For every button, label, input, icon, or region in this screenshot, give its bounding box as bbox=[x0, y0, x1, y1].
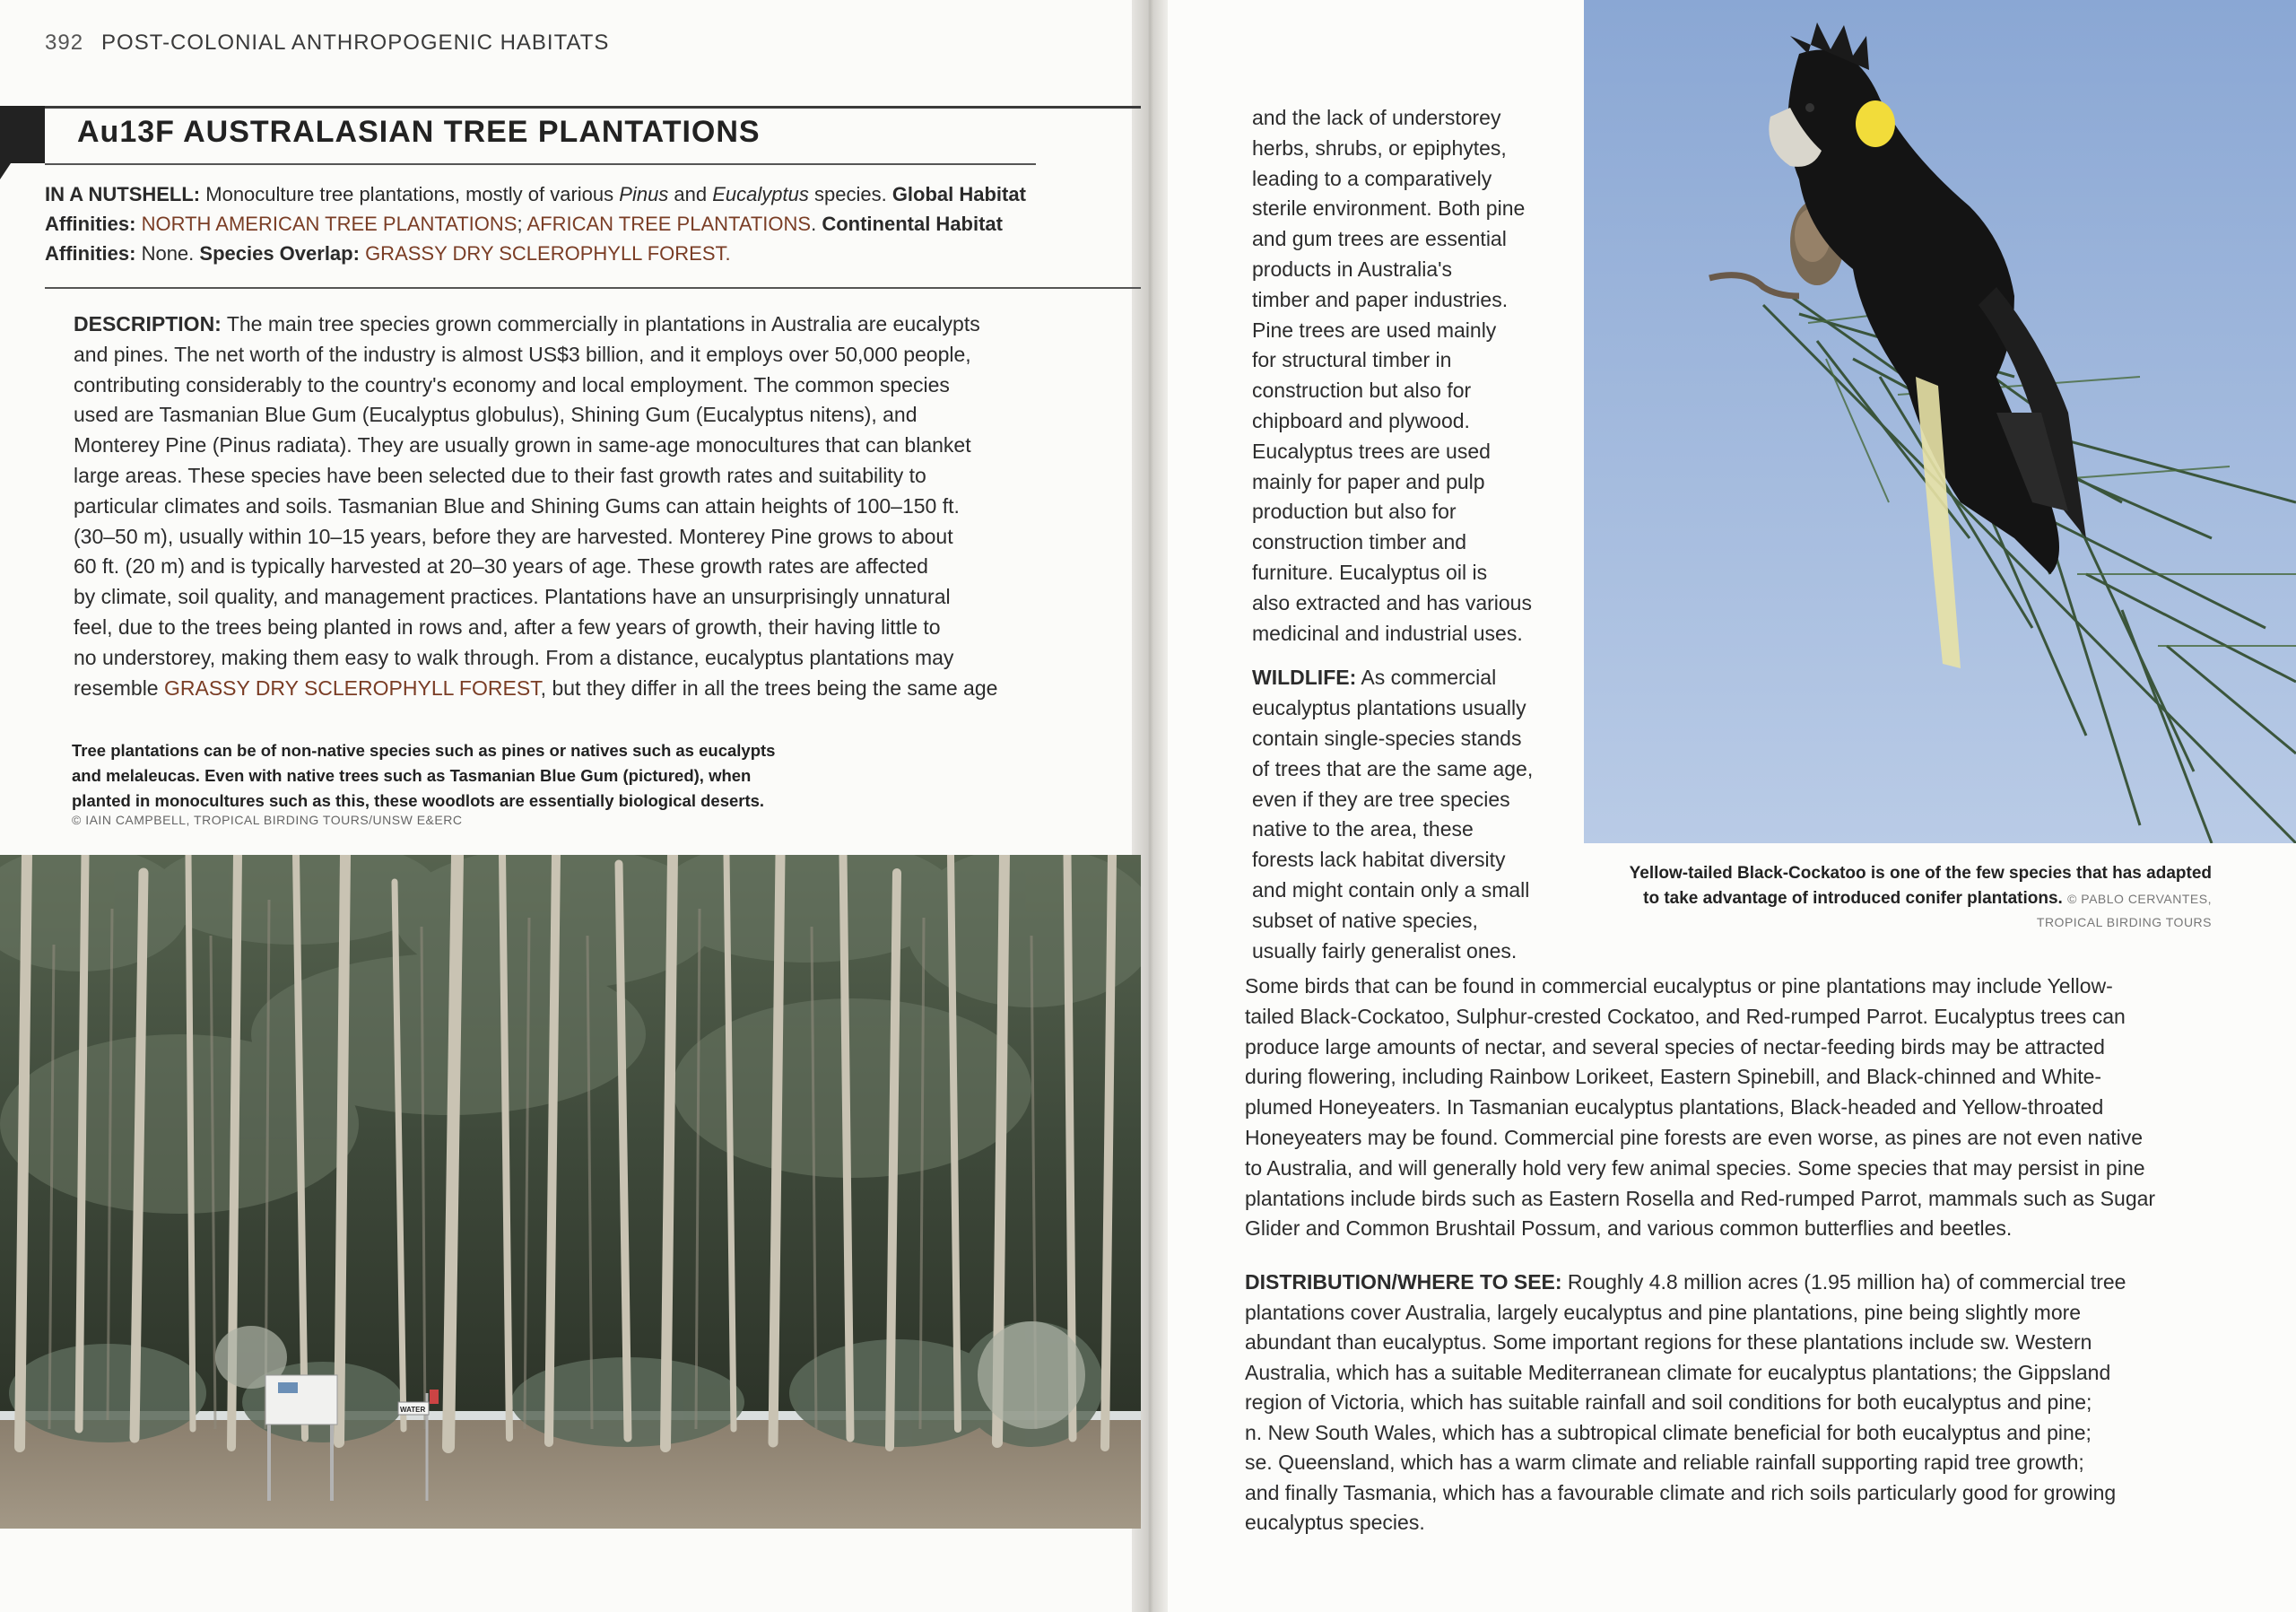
wildlife-line: subset of native species, bbox=[1252, 908, 1478, 932]
description-label: DESCRIPTION: bbox=[74, 312, 222, 335]
wildlife-line: tailed Black-Cockatoo, Sulphur-crested Cockatoo, and Red-rumped Parrot. Eucalyptus trees can bbox=[1245, 1004, 2126, 1028]
body-line: mainly for paper and pulp bbox=[1252, 469, 1485, 493]
distribution-line: eucalyptus species. bbox=[1245, 1511, 1425, 1534]
wildlife-label: WILDLIFE: bbox=[1252, 666, 1357, 690]
continental-affinities-label: Continental Habitat Affinities: bbox=[45, 213, 1003, 265]
body-line: also extracted and has various bbox=[1252, 590, 1532, 614]
description-line: used are Tasmanian Blue Gum (Eucalyptus globulus), Shining Gum (Eucalyptus nitens), and bbox=[74, 403, 918, 427]
wildlife-line: even if they are tree species bbox=[1252, 787, 1510, 811]
body-line: medicinal and industrial uses. bbox=[1252, 621, 1523, 645]
title-underline bbox=[45, 163, 1036, 165]
separator-period: . bbox=[811, 213, 822, 235]
description-line: by climate, soil quality, and management practices. Plantations have an unsurprisingly unnatural bbox=[74, 585, 951, 609]
body-line: herbs, shrubs, or epiphytes, bbox=[1252, 135, 1507, 160]
description-line: 60 ft. (20 m) and is typically harvested at 20–30 years of age. These growth rates are affected bbox=[74, 554, 928, 579]
section-title: Au13F AUSTRALASIAN TREE PLANTATIONS bbox=[77, 115, 761, 149]
wildlife-line: to Australia, and will generally hold very few animal species. Some species that may persist in pine bbox=[1245, 1155, 2145, 1180]
wildlife-line: forests lack habitat diversity bbox=[1252, 848, 1506, 872]
xref-north-american-plantations[interactable]: NORTH AMERICAN TREE PLANTATIONS bbox=[141, 213, 517, 235]
description-line: particular climates and soils. Tasmanian Blue and Shining Gums can attain heights of 100–150 ft. bbox=[74, 493, 960, 518]
distribution-line: se. Queensland, which has a warm climate and reliable rainfall supporting rapid tree growth; bbox=[1245, 1451, 2084, 1474]
body-line: Eucalyptus trees are used bbox=[1252, 439, 1491, 463]
forest-photo-credit: © IAIN CAMPBELL, TROPICAL BIRDING TOURS/UNSW E&ERC bbox=[72, 813, 463, 827]
body-line: construction but also for bbox=[1252, 379, 1472, 403]
wildlife-line: Some birds that can be found in commercial eucalyptus or pine plantations may include Yellow- bbox=[1245, 974, 2113, 998]
nutshell-and: and bbox=[668, 183, 713, 205]
description-line: Monterey Pine (Pinus radiata). They are usually grown in same-age monocultures that can blanket bbox=[74, 433, 971, 457]
continental-affinities-value: None. bbox=[135, 242, 200, 265]
description-line-text: , but they differ in all the trees being the same age bbox=[540, 675, 998, 700]
description-text bbox=[74, 309, 1038, 703]
distribution-line: plantations cover Australia, largely eucalyptus and pine plantations, pine being slightly more bbox=[1245, 1300, 2082, 1324]
caption-line: Tree plantations can be of non-native species such as pines or natives such as eucalypts bbox=[72, 741, 776, 760]
distribution-label: DISTRIBUTION/WHERE TO SEE: bbox=[1245, 1270, 1562, 1294]
description-line bbox=[74, 309, 1038, 340]
body-line: Pine trees are used mainly bbox=[1252, 318, 1497, 342]
species-overlap-label: Species Overlap: bbox=[199, 242, 360, 265]
wildlife-line: and might contain only a small bbox=[1252, 877, 1530, 902]
wildlife-line: of trees that are the same age, bbox=[1252, 756, 1534, 780]
separator: ; bbox=[517, 213, 527, 235]
body-line: chipboard and plywood. bbox=[1252, 408, 1470, 432]
description-line-text: The main tree species grown commercially in plantations in Australia are eucalypts bbox=[221, 312, 980, 335]
nutshell-label: IN A NUTSHELL: bbox=[45, 183, 201, 205]
cockatoo-photo-credit: © PABLO CERVANTES, bbox=[2067, 892, 2212, 906]
body-line: leading to a comparatively bbox=[1252, 166, 1492, 190]
wildlife-line-text: As commercial bbox=[1356, 666, 1497, 690]
description-line bbox=[74, 674, 1038, 704]
body-line: and gum trees are essential bbox=[1252, 227, 1507, 251]
wildlife-line: plantations include birds such as Eastern Rosella and Red-rumped Parrot, mammals such as Sugar bbox=[1245, 1186, 2156, 1210]
distribution-line bbox=[1245, 1268, 2213, 1298]
xref-grassy-dry-sclerophyll[interactable]: GRASSY DRY SCLEROPHYLL FOREST bbox=[365, 242, 726, 265]
body-line: production but also for bbox=[1252, 500, 1457, 524]
nutshell-text: Monoculture tree plantations, mostly of various bbox=[200, 183, 620, 205]
nutshell-summary bbox=[45, 179, 1040, 268]
eucalyptus-plantation-photo bbox=[0, 855, 1141, 1529]
caption-line: planted in monocultures such as this, these woodlots are essentially biological deserts. bbox=[72, 791, 765, 810]
distribution-line-text: Roughly 4.8 million acres (1.95 million ha) of commercial tree bbox=[1561, 1270, 2126, 1294]
caption-line-text: to take advantage of introduced conifer plantations. bbox=[1643, 889, 2063, 908]
section-tab-notch bbox=[0, 163, 11, 179]
caption-line bbox=[1584, 886, 2212, 911]
global-affinities-label: Global Habitat Affinities: bbox=[45, 183, 1026, 235]
running-head bbox=[45, 30, 609, 56]
wildlife-line: during flowering, including Rainbow Lorikeet, Eastern Spinebill, and Black-chinned and White- bbox=[1245, 1065, 2102, 1089]
body-line: timber and paper industries. bbox=[1252, 287, 1509, 311]
genus-eucalyptus: Eucalyptus bbox=[712, 183, 809, 205]
wildlife-line: eucalyptus plantations usually bbox=[1252, 696, 1526, 720]
description-line: contributing considerably to the country's economy and local employment. The common species bbox=[74, 372, 950, 396]
description-line: and pines. The net worth of the industry is almost US$3 billion, and it employs over 50,000 people, bbox=[74, 342, 971, 366]
genus-pinus: Pinus bbox=[619, 183, 669, 205]
wildlife-line: contain single-species stands bbox=[1252, 726, 1522, 750]
caption-line: and melaleucas. Even with native trees such as Tasmanian Blue Gum (pictured), when bbox=[72, 766, 752, 785]
body-line: and the lack of understorey bbox=[1252, 106, 1501, 129]
description-line: no understorey, making them easy to walk through. From a distance, eucalyptus plantations may bbox=[74, 645, 954, 669]
right-column-text bbox=[1252, 103, 1575, 966]
distribution-line: n. New South Wales, which has a subtropical climate beneficial for both eucalyptus and pine; bbox=[1245, 1420, 2092, 1444]
description-line: feel, due to the trees being planted in rows and, after a few years of growth, their having little to bbox=[74, 614, 941, 639]
xref-african-plantations[interactable]: AFRICAN TREE PLANTATIONS bbox=[526, 213, 812, 235]
description-line: large areas. These species have been selected due to their fast growth rates and suitability to bbox=[74, 463, 926, 487]
body-line: construction timber and bbox=[1252, 530, 1467, 554]
cockatoo-photo-credit-2: TROPICAL BIRDING TOURS bbox=[2036, 915, 2212, 929]
distribution-line: Australia, which has a suitable Mediterranean climate for eucalyptus plantations; the Gippsland bbox=[1245, 1360, 2111, 1384]
body-line: products in Australia's bbox=[1252, 257, 1453, 281]
description-line: (30–50 m), usually within 10–15 years, before they are harvested. Monterey Pine grows to about bbox=[74, 524, 953, 548]
wildlife-line: native to the area, these bbox=[1252, 817, 1474, 841]
distribution-text bbox=[1245, 1268, 2213, 1538]
running-title: POST-COLONIAL ANTHROPOGENIC HABITATS bbox=[101, 30, 610, 55]
wildlife-line: plumed Honeyeaters. In Tasmanian eucalyptus plantations, Black-headed and Yellow-throated bbox=[1245, 1095, 2104, 1120]
forest-photo-caption bbox=[72, 738, 861, 814]
wildlife-line: Glider and Common Brushtail Possum, and various common butterflies and beetles. bbox=[1245, 1216, 2013, 1241]
nutshell-rule bbox=[45, 287, 1141, 289]
distribution-line: and finally Tasmania, which has a favourable climate and rich soils particularly good for growing bbox=[1245, 1480, 2117, 1504]
distribution-line: abundant than eucalyptus. Some important regions for these plantations include sw. Western bbox=[1245, 1330, 2092, 1354]
wildlife-text bbox=[1245, 972, 2213, 1244]
page-number: 392 bbox=[45, 30, 84, 55]
yellow-tailed-black-cockatoo-photo bbox=[1584, 0, 2296, 843]
wildlife-line: produce large amounts of nectar, and several species of nectar-feeding birds may be attracted bbox=[1245, 1034, 2105, 1059]
wildlife-line: Honeyeaters may be found. Commercial pine forests are even worse, as pines are not even native bbox=[1245, 1125, 2144, 1149]
cockatoo-photo-caption bbox=[1584, 861, 2212, 911]
water-sign-text: WATER bbox=[400, 1406, 426, 1414]
description-line-text: resemble bbox=[74, 675, 164, 700]
section-tab-marker bbox=[0, 106, 45, 163]
nutshell-text-2: species. bbox=[808, 183, 892, 205]
body-line: furniture. Eucalyptus oil is bbox=[1252, 560, 1488, 584]
xref-grassy-dry-sclerophyll-2[interactable]: GRASSY DRY SCLEROPHYLL FOREST bbox=[163, 675, 541, 700]
section-top-rule bbox=[0, 106, 1141, 109]
overlap-end: . bbox=[725, 242, 731, 265]
distribution-line: region of Victoria, which has suitable rainfall and soil conditions for both eucalyptus and pine; bbox=[1245, 1390, 2092, 1414]
caption-line: Yellow-tailed Black-Cockatoo is one of the few species that has adapted bbox=[1629, 864, 2212, 883]
body-line: sterile environment. Both pine bbox=[1252, 196, 1526, 221]
wildlife-line: usually fairly generalist ones. bbox=[1252, 938, 1518, 963]
wildlife-line bbox=[1252, 663, 1575, 693]
body-line: for structural timber in bbox=[1252, 348, 1452, 372]
